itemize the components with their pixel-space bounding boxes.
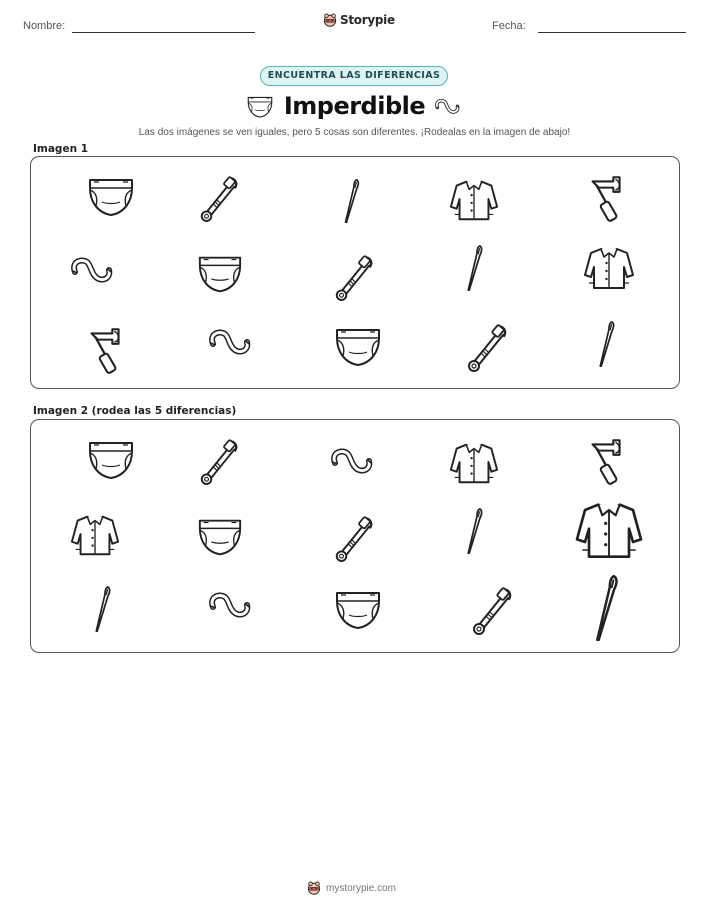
safety-pin-icon xyxy=(463,323,509,373)
diaper-icon[interactable] xyxy=(196,516,244,558)
name-label: Nombre: xyxy=(23,20,66,32)
image2-panel[interactable] xyxy=(30,419,680,653)
activity-badge: ENCUENTRA LAS DIFERENCIAS xyxy=(260,66,448,86)
name-field[interactable] xyxy=(72,32,255,33)
safety-pin-icon[interactable] xyxy=(331,514,375,564)
needle-icon[interactable] xyxy=(589,572,625,644)
clamp-icon xyxy=(83,323,125,375)
instructions: Las dos imágenes se ven iguales, pero 5 cosas son diferentes. ¡Rodealas en la imagen de abajo! xyxy=(138,127,571,138)
storypie-logo-icon xyxy=(307,881,321,895)
storypie-logo-icon xyxy=(323,13,337,27)
diaper-icon[interactable] xyxy=(86,438,136,482)
needle-icon[interactable] xyxy=(91,584,115,634)
safety-pin-icon[interactable] xyxy=(468,586,514,636)
image2-label: Imagen 2 (rodea las 5 diferencias) xyxy=(33,405,237,417)
needle-icon xyxy=(341,177,363,225)
date-field[interactable] xyxy=(538,32,686,33)
safety-pin-icon xyxy=(196,175,240,223)
diaper-icon xyxy=(86,175,136,219)
shirt-icon xyxy=(582,245,636,291)
page-title: Imperdible xyxy=(283,92,426,120)
diaper-icon xyxy=(196,253,244,295)
diaper-icon[interactable] xyxy=(333,588,383,632)
footer xyxy=(307,881,396,895)
needle-icon xyxy=(596,319,618,369)
needle-icon xyxy=(463,243,487,293)
image1-panel xyxy=(30,156,680,389)
clamp-icon xyxy=(584,171,626,223)
image1-label: Imagen 1 xyxy=(33,143,89,155)
hook-icon xyxy=(435,98,461,117)
needle-icon[interactable] xyxy=(463,506,487,556)
diaper-icon xyxy=(333,325,383,369)
clamp-icon[interactable] xyxy=(584,434,626,486)
safety-pin-icon xyxy=(331,253,375,303)
shirt-icon[interactable] xyxy=(448,440,500,486)
hook-icon xyxy=(71,255,115,289)
brand xyxy=(323,13,395,27)
hook-icon xyxy=(209,327,253,361)
shirt-icon xyxy=(448,177,500,223)
hook-icon[interactable] xyxy=(209,590,253,624)
brand-name: Storypie xyxy=(340,13,395,27)
shirt-icon[interactable] xyxy=(69,512,121,558)
date-label: Fecha: xyxy=(492,20,526,32)
shirt-icon[interactable] xyxy=(573,498,645,562)
footer-url: mystorypie.com xyxy=(326,882,397,894)
safety-pin-icon[interactable] xyxy=(196,437,240,487)
hook-icon[interactable] xyxy=(331,446,375,480)
